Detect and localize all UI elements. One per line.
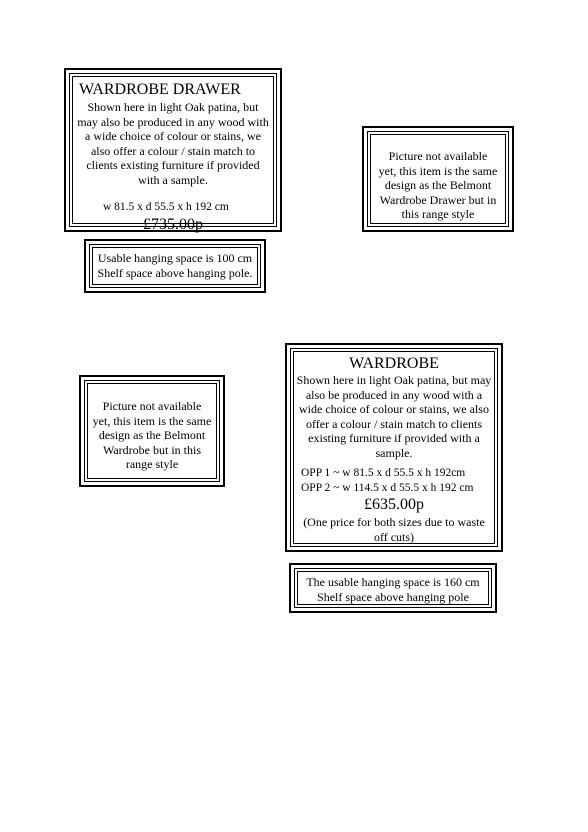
wardrobe-box (285, 343, 503, 552)
description-line: wide choice of colour or stains, we also (299, 402, 489, 416)
description-line: clients existing furniture if provided (86, 158, 260, 172)
description-line: Shown here in light Oak patina, but may (296, 373, 492, 387)
wardrobe-drawer-dimensions: w 81.5 x d 55.5 x h 192 cm (103, 201, 229, 213)
hanging-note-line: Usable hanging space is 100 cm (97, 251, 253, 265)
wardrobe-border (290, 348, 498, 547)
wardrobe-drawer-content (72, 76, 274, 233)
description-line: sample. (375, 445, 413, 460)
option-line: OPP 2 ~ w 114.5 x d 55.5 x h 192 cm (301, 481, 474, 494)
wardrobe-picture-note-border (84, 380, 220, 482)
drawer-picture-note-border (367, 131, 509, 227)
picture-note-line: Wardrobe Drawer but in (379, 192, 497, 207)
price-note-line: off cuts) (373, 529, 415, 544)
wardrobe-picture-note-box (79, 375, 225, 487)
description-line: also offer a colour / stain match to (90, 143, 256, 158)
drawer-hanging-note-border (89, 244, 261, 288)
drawer-hanging-note-box (84, 239, 266, 293)
wardrobe-description (294, 373, 494, 460)
wardrobe-content (293, 351, 495, 544)
wardrobe-price-note (294, 515, 494, 544)
description-line: may also be produced in any wood with (77, 114, 269, 129)
picture-note-line: design as the Belmont (98, 428, 206, 442)
picture-note-line: range style (125, 457, 179, 471)
wardrobe-picture-note-content (87, 383, 217, 479)
picture-note-line: yet, this item is the same (92, 413, 212, 428)
wardrobe-drawer-price: £735.00p (143, 215, 203, 233)
picture-note-line: this range style (401, 207, 475, 221)
option-line: OPP 1 ~ w 81.5 x d 55.5 x h 192cm (301, 467, 466, 479)
hanging-note-line: Shelf space above hanging pole (317, 589, 469, 604)
drawer-picture-note-box (362, 126, 514, 232)
description-line: a wide choice of colour or stains, we (85, 129, 261, 143)
wardrobe-drawer-box (64, 68, 282, 232)
description-line: existing furniture if provided with a (308, 431, 480, 445)
description-line: Shown here in light Oak patina, but (87, 100, 259, 114)
wardrobe-hanging-note-border (294, 568, 492, 608)
hanging-note-line: The usable hanging space is 160 cm (306, 575, 480, 589)
wardrobe-hanging-note-box (289, 563, 497, 613)
wardrobe-drawer-title: WARDROBE DRAWER (79, 81, 241, 98)
picture-note-line: design as the Belmont (384, 178, 492, 192)
description-line: offer a colour / stain match to clients (305, 416, 483, 431)
wardrobe-hanging-note-content (297, 571, 489, 605)
wardrobe-drawer-border (69, 73, 277, 233)
picture-note-line: Wardrobe but in this (102, 442, 201, 457)
wardrobe-price: £635.00p (364, 496, 424, 513)
picture-note-line: Picture not available (388, 149, 488, 163)
drawer-picture-note-content (370, 134, 506, 224)
hanging-note-line: Shelf space above hanging pole. (97, 265, 253, 280)
wardrobe-title: WARDROBE (349, 355, 439, 372)
drawer-hanging-note-content (92, 247, 258, 285)
picture-note-line: Picture not available (102, 399, 202, 413)
picture-note-line: yet, this item is the same (378, 163, 498, 178)
description-line: with a sample. (138, 172, 208, 187)
wardrobe-drawer-description (73, 100, 273, 187)
price-note-line: (One price for both sizes due to waste (303, 515, 485, 529)
description-line: also be produced in any wood with a (305, 387, 483, 402)
wardrobe-options (294, 466, 494, 495)
